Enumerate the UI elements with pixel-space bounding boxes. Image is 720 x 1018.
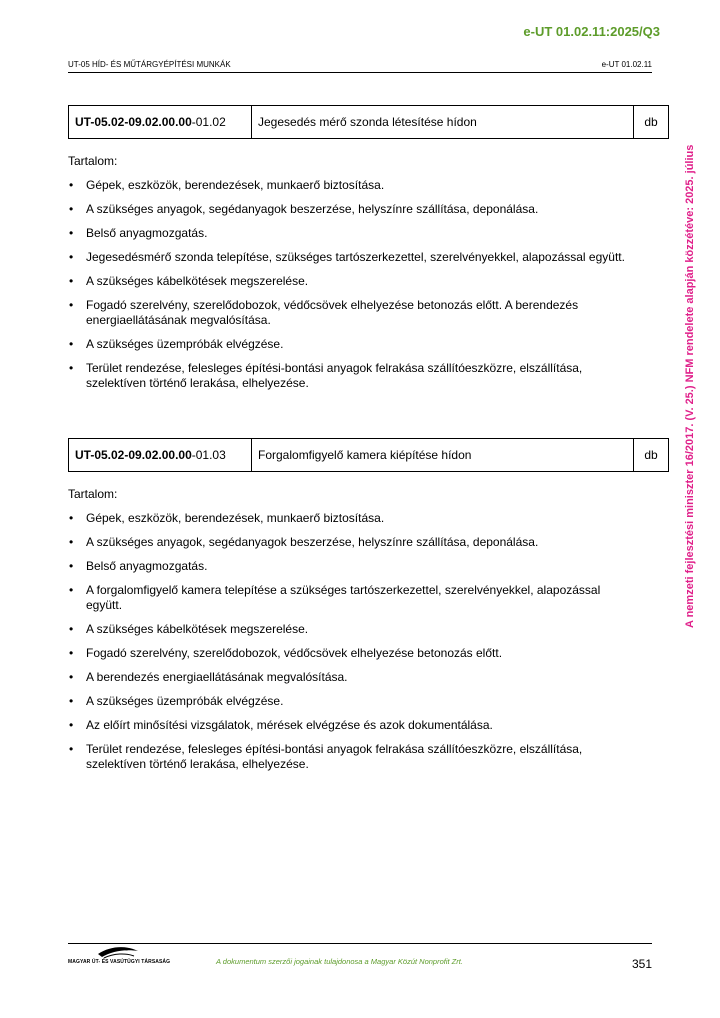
list-item: • A berendezés energiaellátásának megvalósítása. <box>68 670 628 685</box>
item-header-table-2 <box>68 438 669 472</box>
list-item: • A szükséges anyagok, segédanyagok beszerzése, helyszínre szállítása, deponálása. <box>68 202 628 217</box>
item-title: Jegesedés mérő szonda létesítése hídon <box>252 106 634 139</box>
list-item: • Terület rendezése, felesleges építési-bontási anyagok felrakása szállítóeszközre, elszállítása, szelektíven történő lerakása, elhelyezése. <box>68 742 628 772</box>
publication-side-note: A nemzeti fejlesztési miniszter 16/2017. (V. 25.) NFM rendelete alapján közzétéve: 2025. július <box>684 144 696 628</box>
list-item: • A szükséges üzempróbák elvégzése. <box>68 337 628 352</box>
bullet-list <box>68 178 628 391</box>
running-header <box>68 58 652 73</box>
running-header-left: UT-05 HÍD- ÉS MŰTÁRGYÉPÍTÉSI MUNKÁK <box>68 60 231 69</box>
item-unit: db <box>634 439 669 472</box>
list-item: • Terület rendezése, felesleges építési-bontási anyagok felrakása szállítóeszközre, elszállítása, szelektíven történő lerakása, elhelyezése. <box>68 361 628 391</box>
running-header-right: e-UT 01.02.11 <box>601 60 652 69</box>
list-item: • A szükséges kábelkötések megszerelése. <box>68 622 628 637</box>
list-item: • Belső anyagmozgatás. <box>68 559 628 574</box>
list-item: • Fogadó szerelvény, szerelődobozok, védőcsövek elhelyezése betonozás előtt. A berendezés energiaellátásának megvalósítása. <box>68 298 628 328</box>
item-code-main: UT-05.02-09.02.00.00 <box>75 448 192 462</box>
page-number: 351 <box>631 957 652 971</box>
list-item: • Gépek, eszközök, berendezések, munkaerő biztosítása. <box>68 178 628 193</box>
society-logo-icon <box>68 944 160 970</box>
list-item: • Az előírt minősítési vizsgálatok, mérések elvégzése és azok dokumentálása. <box>68 718 628 733</box>
item-header-table-1 <box>68 105 669 139</box>
document-code: e-UT 01.02.11:2025/Q3 <box>523 24 660 39</box>
society-logo-text: MAGYAR ÚT- ÉS VASÚTÜGYI TÁRSASÁG <box>68 959 171 965</box>
item-code-suffix: -01.03 <box>191 448 226 462</box>
item-code <box>69 439 252 472</box>
list-item: • Fogadó szerelvény, szerelődobozok, védőcsövek elhelyezése betonozás előtt. <box>68 646 628 661</box>
bullet-list <box>68 511 628 772</box>
copyright-notice: A dokumentum szerzői jogainak tulajdonosa a Magyar Közút Nonprofit Zrt. <box>216 957 463 966</box>
list-item: • A forgalomfigyelő kamera telepítése a szükséges tartószerkezettel, szerelvényekkel, alapozással együtt. <box>68 583 628 613</box>
list-item: • Jegesedésmérő szonda telepítése, szükséges tartószerkezettel, szerelvényekkel, alapozással együtt. <box>68 250 628 265</box>
item-code <box>69 106 252 139</box>
item-content-1 <box>68 154 628 400</box>
content-label: Tartalom: <box>68 487 118 501</box>
content-label: Tartalom: <box>68 154 118 168</box>
item-code-main: UT-05.02-09.02.00.00 <box>75 115 192 129</box>
item-code-suffix: -01.02 <box>191 115 226 129</box>
item-title: Forgalomfigyelő kamera kiépítése hídon <box>252 439 634 472</box>
list-item: • Gépek, eszközök, berendezések, munkaerő biztosítása. <box>68 511 628 526</box>
list-item: • A szükséges anyagok, segédanyagok beszerzése, helyszínre szállítása, deponálása. <box>68 535 628 550</box>
list-item: • A szükséges üzempróbák elvégzése. <box>68 694 628 709</box>
item-content-2 <box>68 487 628 781</box>
list-item: • A szükséges kábelkötések megszerelése. <box>68 274 628 289</box>
item-unit: db <box>634 106 669 139</box>
list-item: • Belső anyagmozgatás. <box>68 226 628 241</box>
